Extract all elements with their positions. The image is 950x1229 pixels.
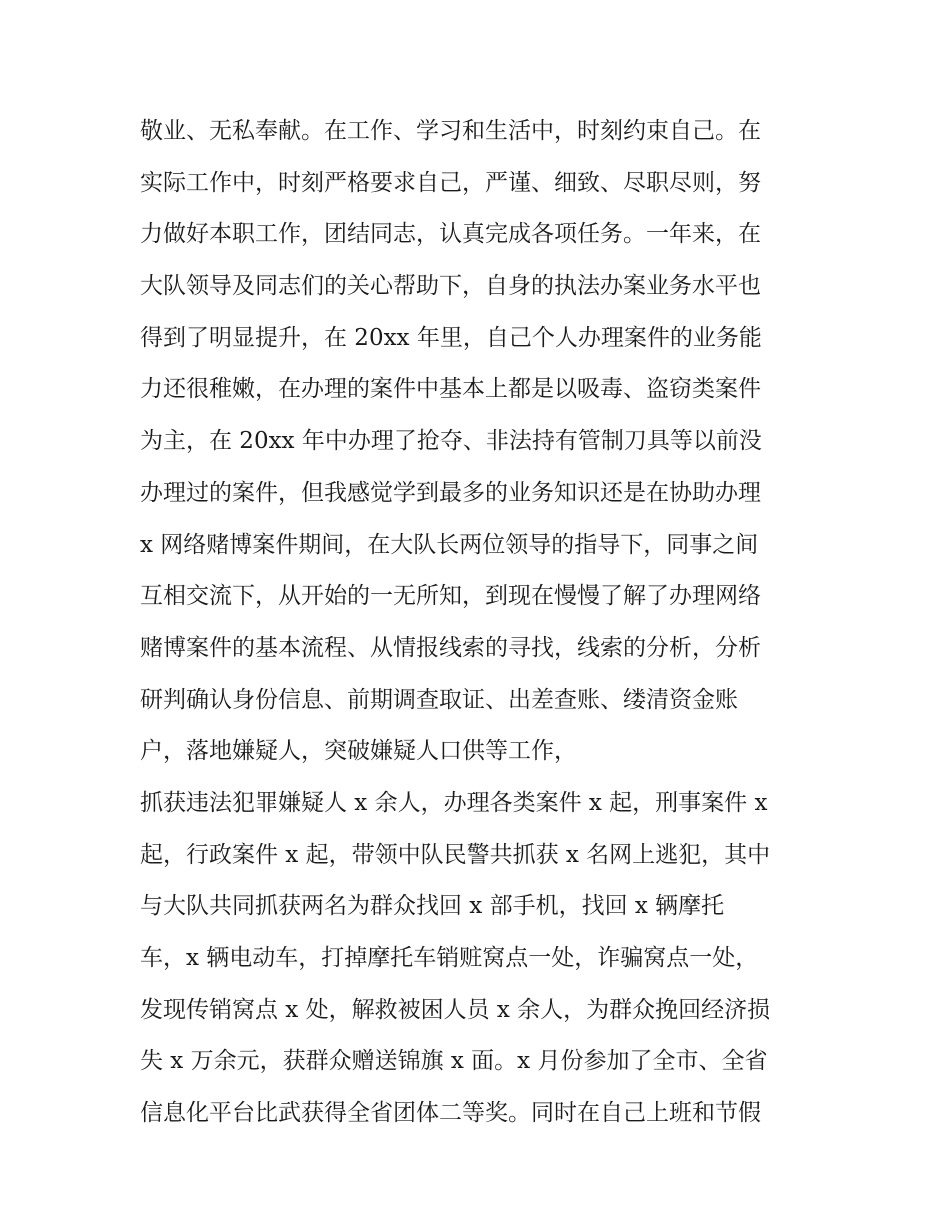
text-line: 实际工作中，时刻严格要求自己，严谨、细致、尽职尽则，努 [140,169,761,196]
text-line: 失 x 万余元，获群众赠送锦旗 x 面。x 月份参加了全市、全省 [140,1048,768,1075]
text-line: 办理过的案件，但我感觉学到最多的业务知识还是在协助办理 [140,479,761,506]
text-line: 敬业、无私奉献。在工作、学习和生活中，时刻约束自己。在 [140,118,761,144]
text-line: x 网络赌博案件期间，在大队长两位领导的指导下，同事之间 [140,531,759,558]
text-line: 车，x 辆电动车，打掉摩托车销赃窝点一处，诈骗窝点一处， [140,945,759,971]
text-line: 力做好本职工作，团结同志，认真完成各项任务。一年来，在 [140,221,761,248]
text-line: 发现传销窝点 x 处，解救被困人员 x 余人，为群众挽回经济损 [140,996,771,1023]
text-line: 信息化平台比武获得全省团体二等奖。同时在自己上班和节假 [140,1100,761,1127]
body-text [140,106,820,1140]
text-line: 力还很稚嫩，在办理的案件中基本上都是以吸毒、盗窃类案件 [140,376,761,403]
text-line: 赌博案件的基本流程、从情报线索的寻找，线索的分析，分析 [140,634,761,661]
text-line: 与大队共同抓获两名为群众找回 x 部手机，找回 x 辆摩托 [140,893,725,920]
text-line: 研判确认身份信息、前期调查取证、出差查账、缕清资金账 [140,686,738,713]
text-line: 起，行政案件 x 起，带领中队民警共抓获 x 名网上逃犯，其中 [140,841,771,868]
text-line: 为主，在 20xx 年中办理了抢夺、非法持有管制刀具等以前没 [140,428,762,455]
text-line: 互相交流下，从开始的一无所知，到现在慢慢了解了办理网络 [140,583,761,610]
text-line: 户，落地嫌疑人，突破嫌疑人口供等工作， [140,738,577,765]
text-line: 抓获违法犯罪嫌疑人 x 余人，办理各类案件 x 起，刑事案件 x [140,789,768,816]
text-line: 大队领导及同志们的关心帮助下，自身的执法办案业务水平也 [140,273,761,300]
text-line: 得到了明显提升，在 20xx 年里，自己个人办理案件的业务能 [140,324,762,351]
